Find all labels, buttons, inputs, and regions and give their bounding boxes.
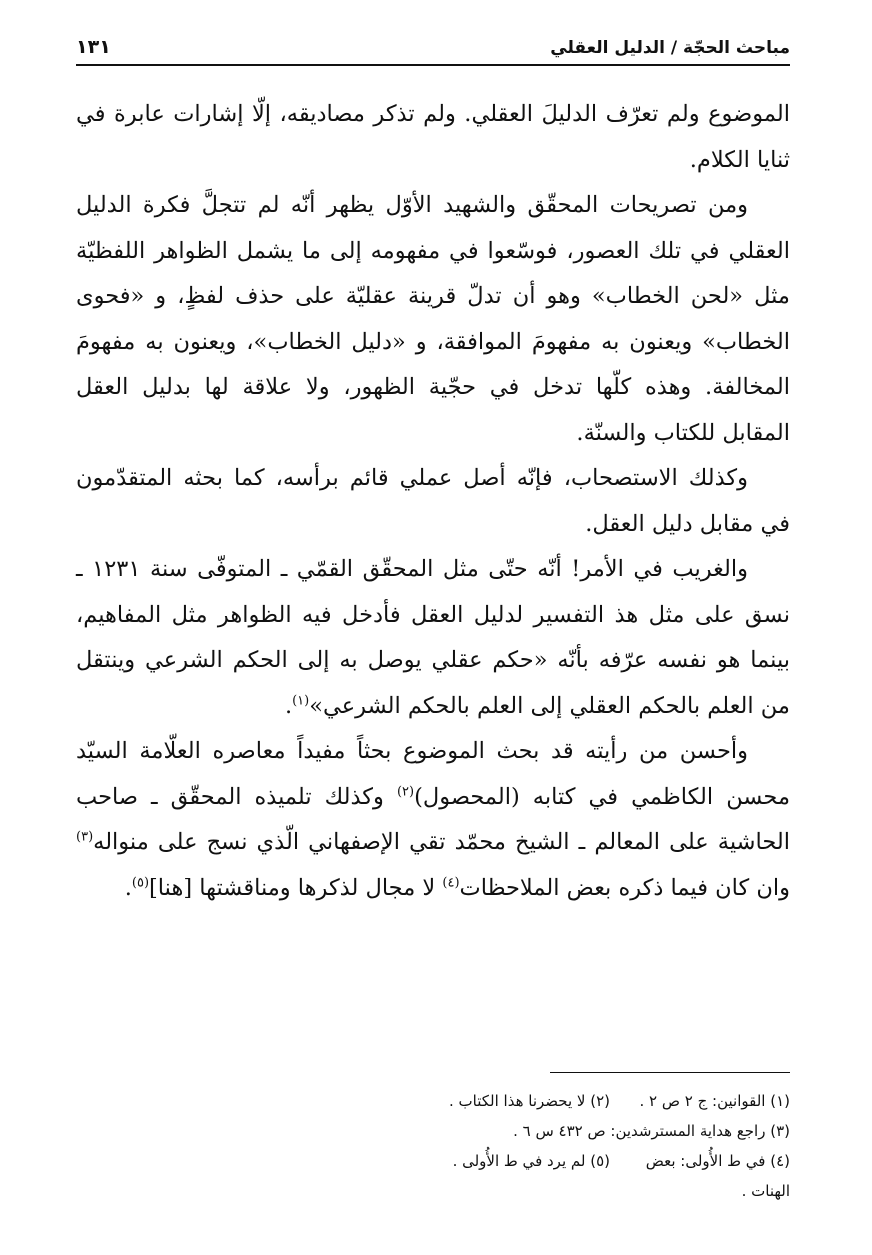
footnote-1: (١) القوانين: ج ٢ ص ٢ . xyxy=(639,1092,790,1110)
paragraph-3: وكذلك الاستصحاب، فإنّه أصل عملي قائم برأسه، كما بحثه المتقدّمون في مقابل دليل العقل. xyxy=(76,465,790,537)
footnote-4: (٤) في ط الأُولى: بعض الهنات . xyxy=(645,1152,790,1200)
paragraph-5-text-c: وان كان فيما ذكره بعض الملاحظات xyxy=(459,874,790,901)
paragraph-2: ومن تصريحات المحقّق والشهيد الأوّل يظهر أنّه لم تتجلَّ فكرة الدليل العقلي في تلك العصور، فوسّعوا في مفهومه إلى ما يشمل الظواهر اللفظيّة مثل «لحن الخطاب» وهو أن تدلّ قرينة عقليّة على حذف لفظٍ، و «فحوى الخطاب» ويعنون به مفهومَ الموافقة، و «دليل الخطاب»، ويعنون به مفهومَ المخالفة. وهذه كلّها تدخل في حجّية الظهور، ولا علاقة لها بدليل العقل المقابل للكتاب والسنّة. xyxy=(76,192,790,446)
footnote-row-1 xyxy=(76,1086,790,1116)
paragraph-5-text-a: وأحسن من رأيته قد بحث الموضوع بحثاً مفيداً معاصره العلّامة السيّد محسن الكاظمي في كتابه (المحصول) xyxy=(76,738,790,810)
footnote-divider xyxy=(550,1072,790,1073)
footnote-marker-3[interactable]: (٣) xyxy=(76,829,94,845)
footnote-2: (٢) لا يحضرنا هذا الكتاب . xyxy=(448,1092,610,1110)
paragraph-4-text: والغريب في الأمر! أنّه حتّى مثل المحقّق القمّي ـ المتوفّى سنة ١٢٣١ ـ نسق على مثل هذ التفسير لدليل العقل فأدخل فيه الظواهر مثل المفاهيم، بينما هو نفسه عرّفه بأنّه «حكم عقلي يوصل به إلى الحكم الشرعي وينتقل من العلم بالحكم العقلي إلى العلم بالحكم الشرعي» xyxy=(76,556,790,719)
footnote-marker-2[interactable]: (٢) xyxy=(396,784,415,799)
paragraph-5 xyxy=(76,729,790,911)
footnote-marker-4[interactable]: (٤) xyxy=(442,875,460,890)
footnote-marker-5[interactable]: (٥) xyxy=(131,875,150,890)
page-number: ١٣١ xyxy=(76,36,111,58)
main-text xyxy=(76,92,790,911)
footnote-5: (٥) لم يرد في ط الأُولى . xyxy=(452,1152,610,1170)
footnote-3: (٣) راجع هداية المسترشدين: ص ٤٣٢ س ٦ . xyxy=(513,1122,790,1140)
footnote-marker-1[interactable]: (١) xyxy=(292,693,310,708)
paragraph-4: والغريب في الأمر! أنّه حتّى مثل المحقّق القمّي ـ المتوفّى سنة ١٢٣١ ـ نسق على مثل هذ التفسير لدليل العقل فأدخل فيه الظواهر مثل المفاهيم، بينما هو نفسه عرّفه بأنّه «حكم عقلي يوصل به إلى الحكم الشرعي وينتقل من العلم بالحكم العقلي إلى العلم بالحكم الشرعي»$^{(١)}$. xyxy=(76,556,790,719)
paragraph-5-text-b: وكذلك تلميذه المحقّق ـ صاحب الحاشية على المعالم ـ الشيخ محمّد تقي الإصفهاني الّذي نسج على منواله xyxy=(76,783,790,855)
paragraph-5-end: . xyxy=(124,874,132,901)
running-header xyxy=(76,30,790,66)
paragraph-5-text-d: لا مجال لذكرها ومناقشتها [هنا] xyxy=(149,874,443,901)
paragraph-1: الموضوع ولم تعرّف الدليلَ العقلي. ولم تذكر مصاديقه، إلّا إشارات عابرة في ثنايا الكلام. xyxy=(76,101,790,173)
footnote-row-2 xyxy=(76,1116,790,1146)
footnote-row-3 xyxy=(76,1146,790,1206)
running-title: مباحث الحجّة / الدليل العقلي xyxy=(550,38,790,58)
footnotes xyxy=(76,1086,790,1206)
